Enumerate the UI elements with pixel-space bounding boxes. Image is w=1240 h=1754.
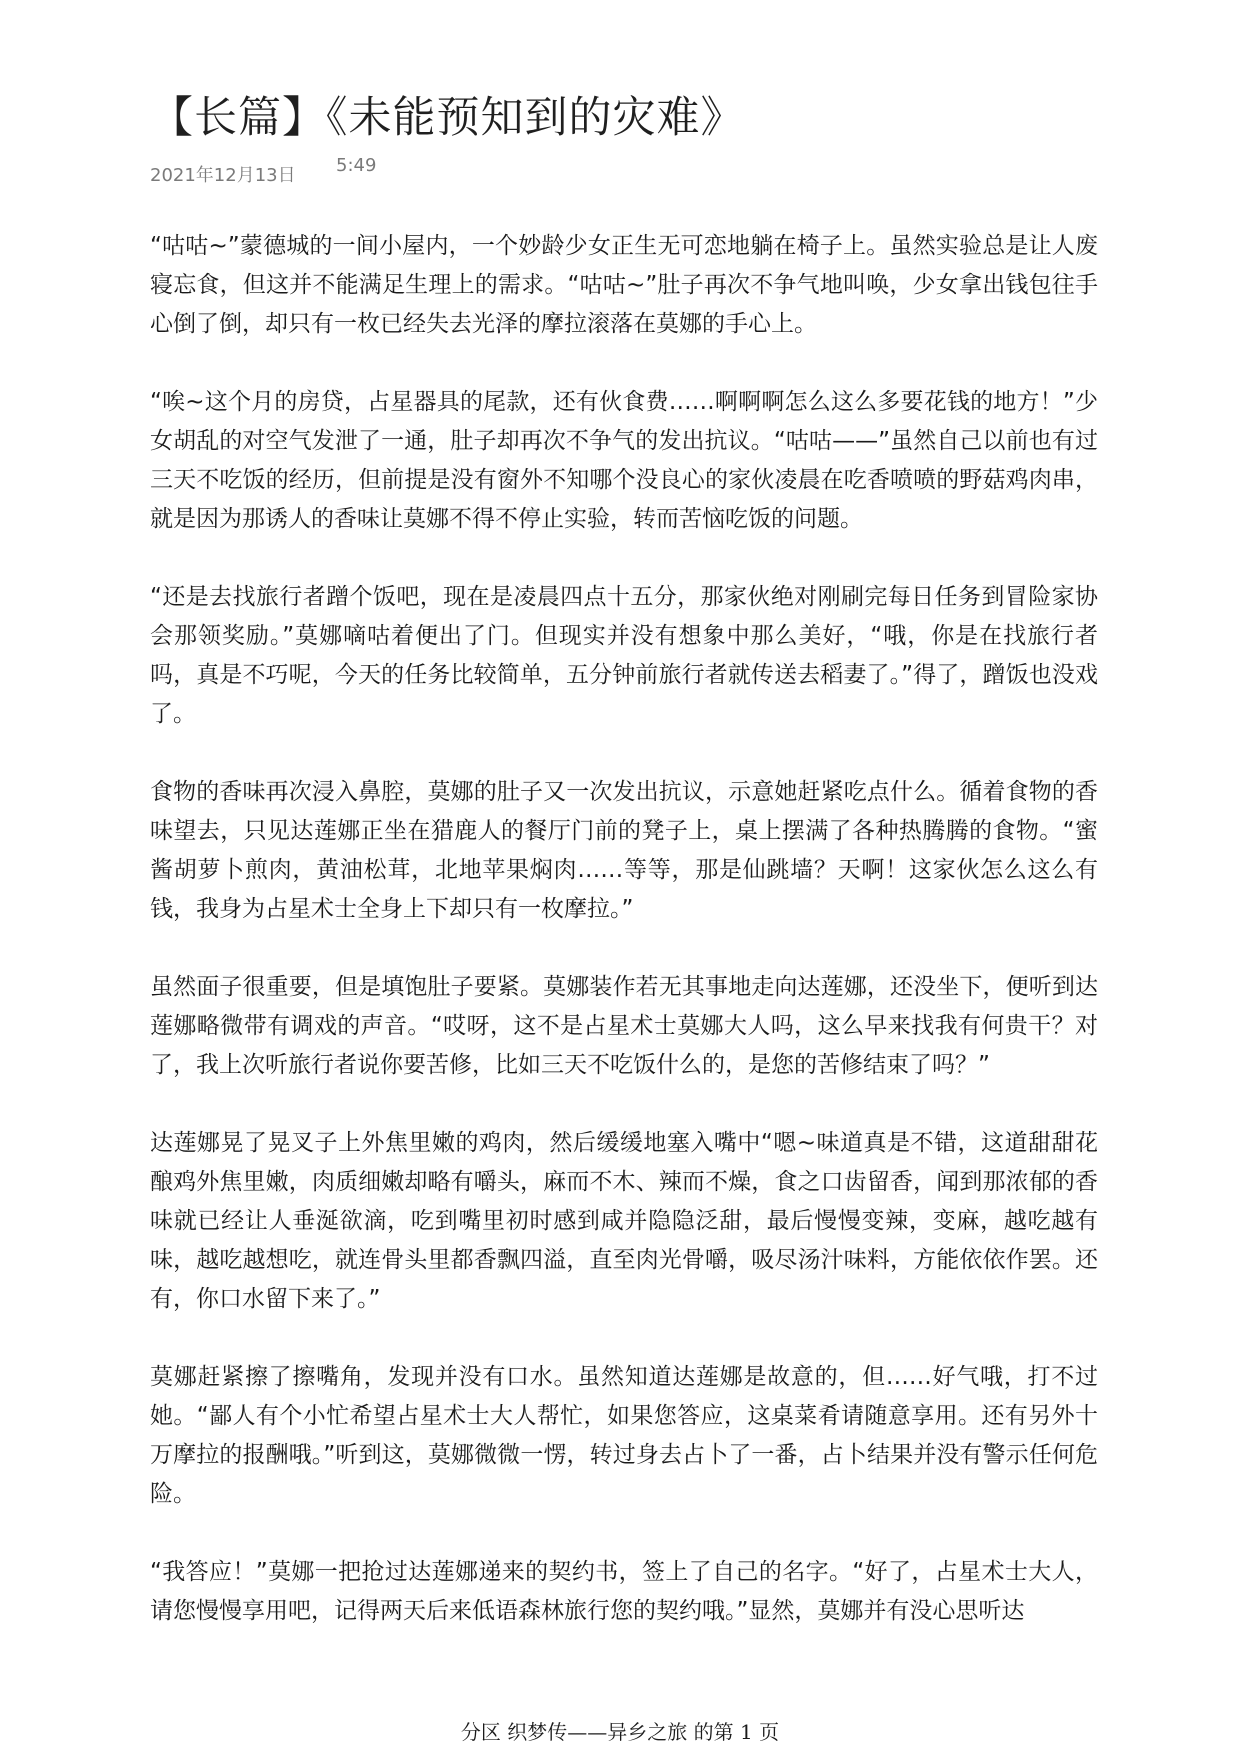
paragraph: 莫娜赶紧擦了擦嘴角，发现并没有口水。虽然知道达莲娜是故意的，但……好气哦，打不过她。“鄙人有个小忙希望占星术士大人帮忙，如果您答应，这桌菜肴请随意享用。还有另外十万摩拉的报酬哦。”听到这，莫娜微微一愣，转过身去占卜了一番，占卜结果并没有警示任何危险。 (150, 1364, 1098, 1507)
paragraph: “还是去找旅行者蹭个饭吧，现在是凌晨四点十五分，那家伙绝对刚刷完每日任务到冒险家协会那领奖励。”莫娜嘀咕着便出了门。但现实并没有想象中那么美好，“哦，你是在找旅行者吗，真是不巧呢，今天的任务比较简单，五分钟前旅行者就传送去稻妻了。”得了，蹭饭也没戏了。 (150, 584, 1098, 727)
article-body (150, 227, 1098, 1631)
publish-date: 2021年12月13日 (150, 165, 296, 186)
paragraph: 虽然面子很重要，但是填饱肚子要紧。莫娜装作若无其事地走向达莲娜，还没坐下，便听到达莲娜略微带有调戏的声音。“哎呀，这不是占星术士莫娜大人吗，这么早来找我有何贵干？对了，我上次听旅行者说你要苦修，比如三天不吃饭什么的，是您的苦修结束了吗？” (150, 974, 1098, 1078)
paragraph: 达莲娜晃了晃叉子上外焦里嫩的鸡肉，然后缓缓地塞入嘴中“嗯~味道真是不错，这道甜甜花酿鸡外焦里嫩，肉质细嫩却略有嚼头，麻而不木、辣而不燥，食之口齿留香，闻到那浓郁的香味就已经让人垂涎欲滴，吃到嘴里初时感到咸并隐隐泛甜，最后慢慢变辣，变麻，越吃越有味，越吃越想吃，就连骨头里都香飘四溢，直至肉光骨嚼，吸尽汤汁味料，方能依依作罢。还有，你口水留下来了。” (150, 1130, 1098, 1312)
paragraph: “唉~这个月的房贷，占星器具的尾款，还有伙食费……啊啊啊怎么这么多要花钱的地方！”少女胡乱的对空气发泄了一通，肚子却再次不争气的发出抗议。“咕咕——”虽然自己以前也有过三天不吃饭的经历，但前提是没有窗外不知哪个没良心的家伙凌晨在吃香喷喷的野菇鸡肉串，就是因为那诱人的香味让莫娜不得不停止实验，转而苦恼吃饭的问题。 (150, 389, 1098, 532)
paragraph: “咕咕~”蒙德城的一间小屋内，一个妙龄少女正生无可恋地躺在椅子上。虽然实验总是让人废寝忘食，但这并不能满足生理上的需求。“咕咕~”肚子再次不争气地叫唤，少女拿出钱包往手心倒了倒，却只有一枚已经失去光泽的摩拉滚落在莫娜的手心上。 (150, 233, 1098, 337)
article-title: 【长篇】《未能预知到的灾难》 (150, 93, 745, 143)
paragraph: 食物的香味再次浸入鼻腔，莫娜的肚子又一次发出抗议，示意她赶紧吃点什么。循着食物的香味望去，只见达莲娜正坐在猎鹿人的餐厅门前的凳子上，桌上摆满了各种热腾腾的食物。“蜜酱胡萝卜煎肉，黄油松茸，北地苹果焖肉……等等，那是仙跳墙？天啊！这家伙怎么这么有钱，我身为占星术士全身上下却只有一枚摩拉。” (150, 779, 1098, 922)
publish-time: 5:49 (336, 155, 377, 176)
page-footer: 分区 织梦传——异乡之旅 的第 1 页 (460, 1720, 780, 1744)
paragraph: “我答应！”莫娜一把抢过达莲娜递来的契约书，签上了自己的名字。“好了，占星术士大人，请您慢慢享用吧，记得两天后来低语森林旅行您的契约哦。”显然，莫娜并有没心思听达 (150, 1559, 1098, 1624)
